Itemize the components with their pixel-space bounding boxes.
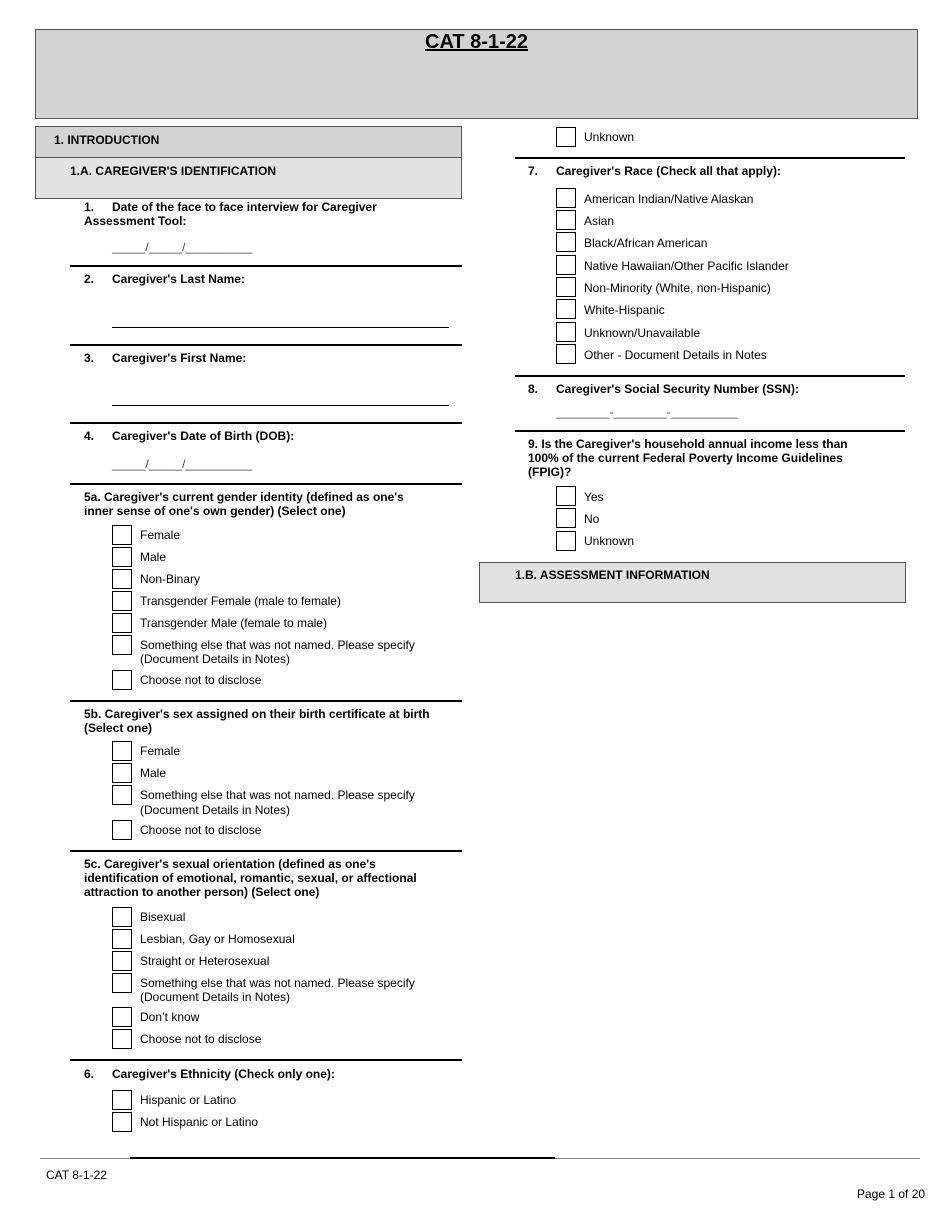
question-text: inner sense of one's own gender) (Select one) <box>84 504 346 518</box>
question-5c <box>84 857 459 899</box>
subsection-header-label: 1.B. ASSESSMENT INFORMATION <box>515 568 710 582</box>
option-label-note: (Document Details in Notes) <box>140 990 291 1004</box>
checkbox-gender-female[interactable] <box>112 525 132 545</box>
question-5a <box>84 490 454 518</box>
checkbox-gender-not-disclose[interactable] <box>112 670 132 690</box>
checkbox-sex-female[interactable] <box>112 741 132 761</box>
question-text: Caregiver's Social Security Number (SSN): <box>556 382 799 396</box>
question-text: 9. Is the Caregiver's household annual income less than <box>528 437 848 451</box>
ssn-field[interactable]: ________-________-__________ <box>556 405 738 419</box>
checkbox-orientation-dont-know[interactable] <box>112 1007 132 1027</box>
option-label-note: (Document Details in Notes) <box>140 652 291 666</box>
option-label: Transgender Female (male to female) <box>140 594 341 608</box>
question-4 <box>84 429 294 443</box>
page-number: Page 1 of 20 <box>857 1187 926 1201</box>
option-label: Unknown <box>584 130 635 144</box>
question-text: Caregiver's Ethnicity (Check only one): <box>112 1067 335 1081</box>
checkbox-orientation-bisexual[interactable] <box>112 907 132 927</box>
checkbox-ethnicity-not-hispanic[interactable] <box>112 1112 132 1132</box>
question-text: identification of emotional, romantic, sexual, or affectional <box>84 871 417 885</box>
checkbox-race-white-hispanic[interactable] <box>556 299 576 319</box>
checkbox-orientation-lesbian-gay[interactable] <box>112 929 132 949</box>
checkbox-race-non-minority[interactable] <box>556 277 576 297</box>
checkbox-ethnicity-hispanic[interactable] <box>112 1090 132 1110</box>
question-text: attraction to another person) (Select one) <box>84 885 320 899</box>
option-label: Something else that was not named. Please specify <box>140 638 415 652</box>
divider <box>70 483 462 485</box>
option-label: Don’t know <box>140 1010 200 1024</box>
option-label: Female <box>140 744 181 758</box>
question-number: 8. <box>528 382 539 396</box>
dob-field[interactable]: _____/_____/__________ <box>112 457 253 471</box>
question-text: Caregiver's Race (Check all that apply): <box>556 164 781 178</box>
question-text: 5a. Caregiver's current gender identity (defined as one's <box>84 490 404 504</box>
question-number: 1. <box>84 200 95 214</box>
question-number: 4. <box>84 429 95 443</box>
option-label: Something else that was not named. Please specify <box>140 788 415 802</box>
subsection-header-assessment-information <box>479 562 906 603</box>
question-3 <box>84 351 246 365</box>
checkbox-gender-male[interactable] <box>112 547 132 567</box>
checkbox-race-american-indian[interactable] <box>556 188 576 208</box>
section-header-label: 1. INTRODUCTION <box>54 133 160 147</box>
divider <box>70 700 462 702</box>
question-number: 2. <box>84 272 95 286</box>
option-label: Asian <box>584 214 615 228</box>
question-text: Caregiver's Last Name: <box>112 272 245 286</box>
option-label: Male <box>140 550 167 564</box>
option-label: Non-Binary <box>140 572 201 586</box>
option-label: Native Hawaiian/Other Pacific Islander <box>584 259 789 273</box>
option-label: Bisexual <box>140 910 186 924</box>
question-5b <box>84 707 459 735</box>
checkbox-orientation-not-disclose[interactable] <box>112 1029 132 1049</box>
option-label: Other - Document Details in Notes <box>584 348 767 362</box>
option-label: Female <box>140 528 181 542</box>
question-text: 5c. Caregiver's sexual orientation (defined as one's <box>84 857 376 871</box>
option-label: Unknown/Unavailable <box>584 326 701 340</box>
question-text: Caregiver's First Name: <box>112 351 247 365</box>
checkbox-income-yes[interactable] <box>556 486 576 506</box>
checkbox-gender-non-binary[interactable] <box>112 569 132 589</box>
question-text: Assessment Tool: <box>84 214 187 228</box>
option-label: Male <box>140 766 167 780</box>
checkbox-sex-something-else[interactable] <box>112 785 132 805</box>
option-label-note: (Document Details in Notes) <box>140 803 291 817</box>
checkbox-sex-not-disclose[interactable] <box>112 820 132 840</box>
question-number: 3. <box>84 351 95 365</box>
last-name-field[interactable] <box>112 327 449 328</box>
question-text: (Select one) <box>84 721 153 735</box>
question-7 <box>528 164 781 178</box>
option-label: Choose not to disclose <box>140 823 262 837</box>
divider <box>515 375 905 377</box>
divider <box>70 265 462 267</box>
checkbox-race-asian[interactable] <box>556 210 576 230</box>
question-2 <box>84 272 245 286</box>
checkbox-sex-male[interactable] <box>112 763 132 783</box>
question-6 <box>84 1067 335 1081</box>
option-label: Straight or Heterosexual <box>140 954 270 968</box>
checkbox-gender-transgender-male[interactable] <box>112 613 132 633</box>
footer-form-id: CAT 8-1-22 <box>46 1168 107 1182</box>
question-text: 5b. Caregiver's sex assigned on their birth certificate at birth <box>84 707 430 721</box>
checkbox-income-unknown[interactable] <box>556 531 576 551</box>
document-title: CAT 8-1-22 <box>425 31 528 53</box>
checkbox-race-native-hawaiian[interactable] <box>556 255 576 275</box>
question-8 <box>528 382 799 396</box>
subsection-header-caregiver-identification <box>35 157 462 199</box>
option-label: American Indian/Native Alaskan <box>584 192 754 206</box>
option-label: White-Hispanic <box>584 303 665 317</box>
option-label: Unknown <box>584 534 635 548</box>
question-text: (FPIG)? <box>528 465 572 479</box>
option-label: Yes <box>584 490 604 504</box>
interview-date-field[interactable]: _____/_____/__________ <box>112 240 253 254</box>
checkbox-gender-transgender-female[interactable] <box>112 591 132 611</box>
first-name-field[interactable] <box>112 405 449 406</box>
question-text: Date of the face to face interview for Caregiver <box>112 200 377 214</box>
question-text: 100% of the current Federal Poverty Income Guidelines <box>528 451 843 465</box>
checkbox-orientation-something-else[interactable] <box>112 973 132 993</box>
divider <box>70 422 462 424</box>
checkbox-ethnicity-unknown[interactable] <box>556 127 576 147</box>
question-number: 6. <box>84 1067 95 1081</box>
option-label: Non-Minority (White, non-Hispanic) <box>584 281 771 295</box>
divider <box>70 850 462 852</box>
question-text: Caregiver's Date of Birth (DOB): <box>112 429 295 443</box>
option-label: Not Hispanic or Latino <box>140 1115 259 1129</box>
subsection-header-label: 1.A. CAREGIVER'S IDENTIFICATION <box>70 164 276 178</box>
footer-divider-accent <box>130 1157 555 1159</box>
checkbox-income-no[interactable] <box>556 508 576 528</box>
option-label: Choose not to disclose <box>140 1032 262 1046</box>
question-9 <box>528 437 903 479</box>
checkbox-race-other[interactable] <box>556 344 576 364</box>
divider <box>70 344 462 346</box>
option-label: Choose not to disclose <box>140 673 262 687</box>
divider <box>515 430 905 432</box>
option-label: No <box>584 512 600 526</box>
divider <box>515 157 905 159</box>
question-number: 7. <box>528 164 539 178</box>
option-label: Black/African American <box>584 236 708 250</box>
checkbox-gender-something-else[interactable] <box>112 635 132 655</box>
section-header-introduction <box>35 126 462 158</box>
checkbox-race-unknown[interactable] <box>556 322 576 342</box>
checkbox-race-black[interactable] <box>556 232 576 252</box>
option-label: Hispanic or Latino <box>140 1093 237 1107</box>
divider <box>70 1059 462 1061</box>
checkbox-orientation-straight[interactable] <box>112 951 132 971</box>
option-label: Lesbian, Gay or Homosexual <box>140 932 295 946</box>
option-label: Something else that was not named. Please specify <box>140 976 415 990</box>
question-1 <box>84 200 454 228</box>
option-label: Transgender Male (female to male) <box>140 616 327 630</box>
